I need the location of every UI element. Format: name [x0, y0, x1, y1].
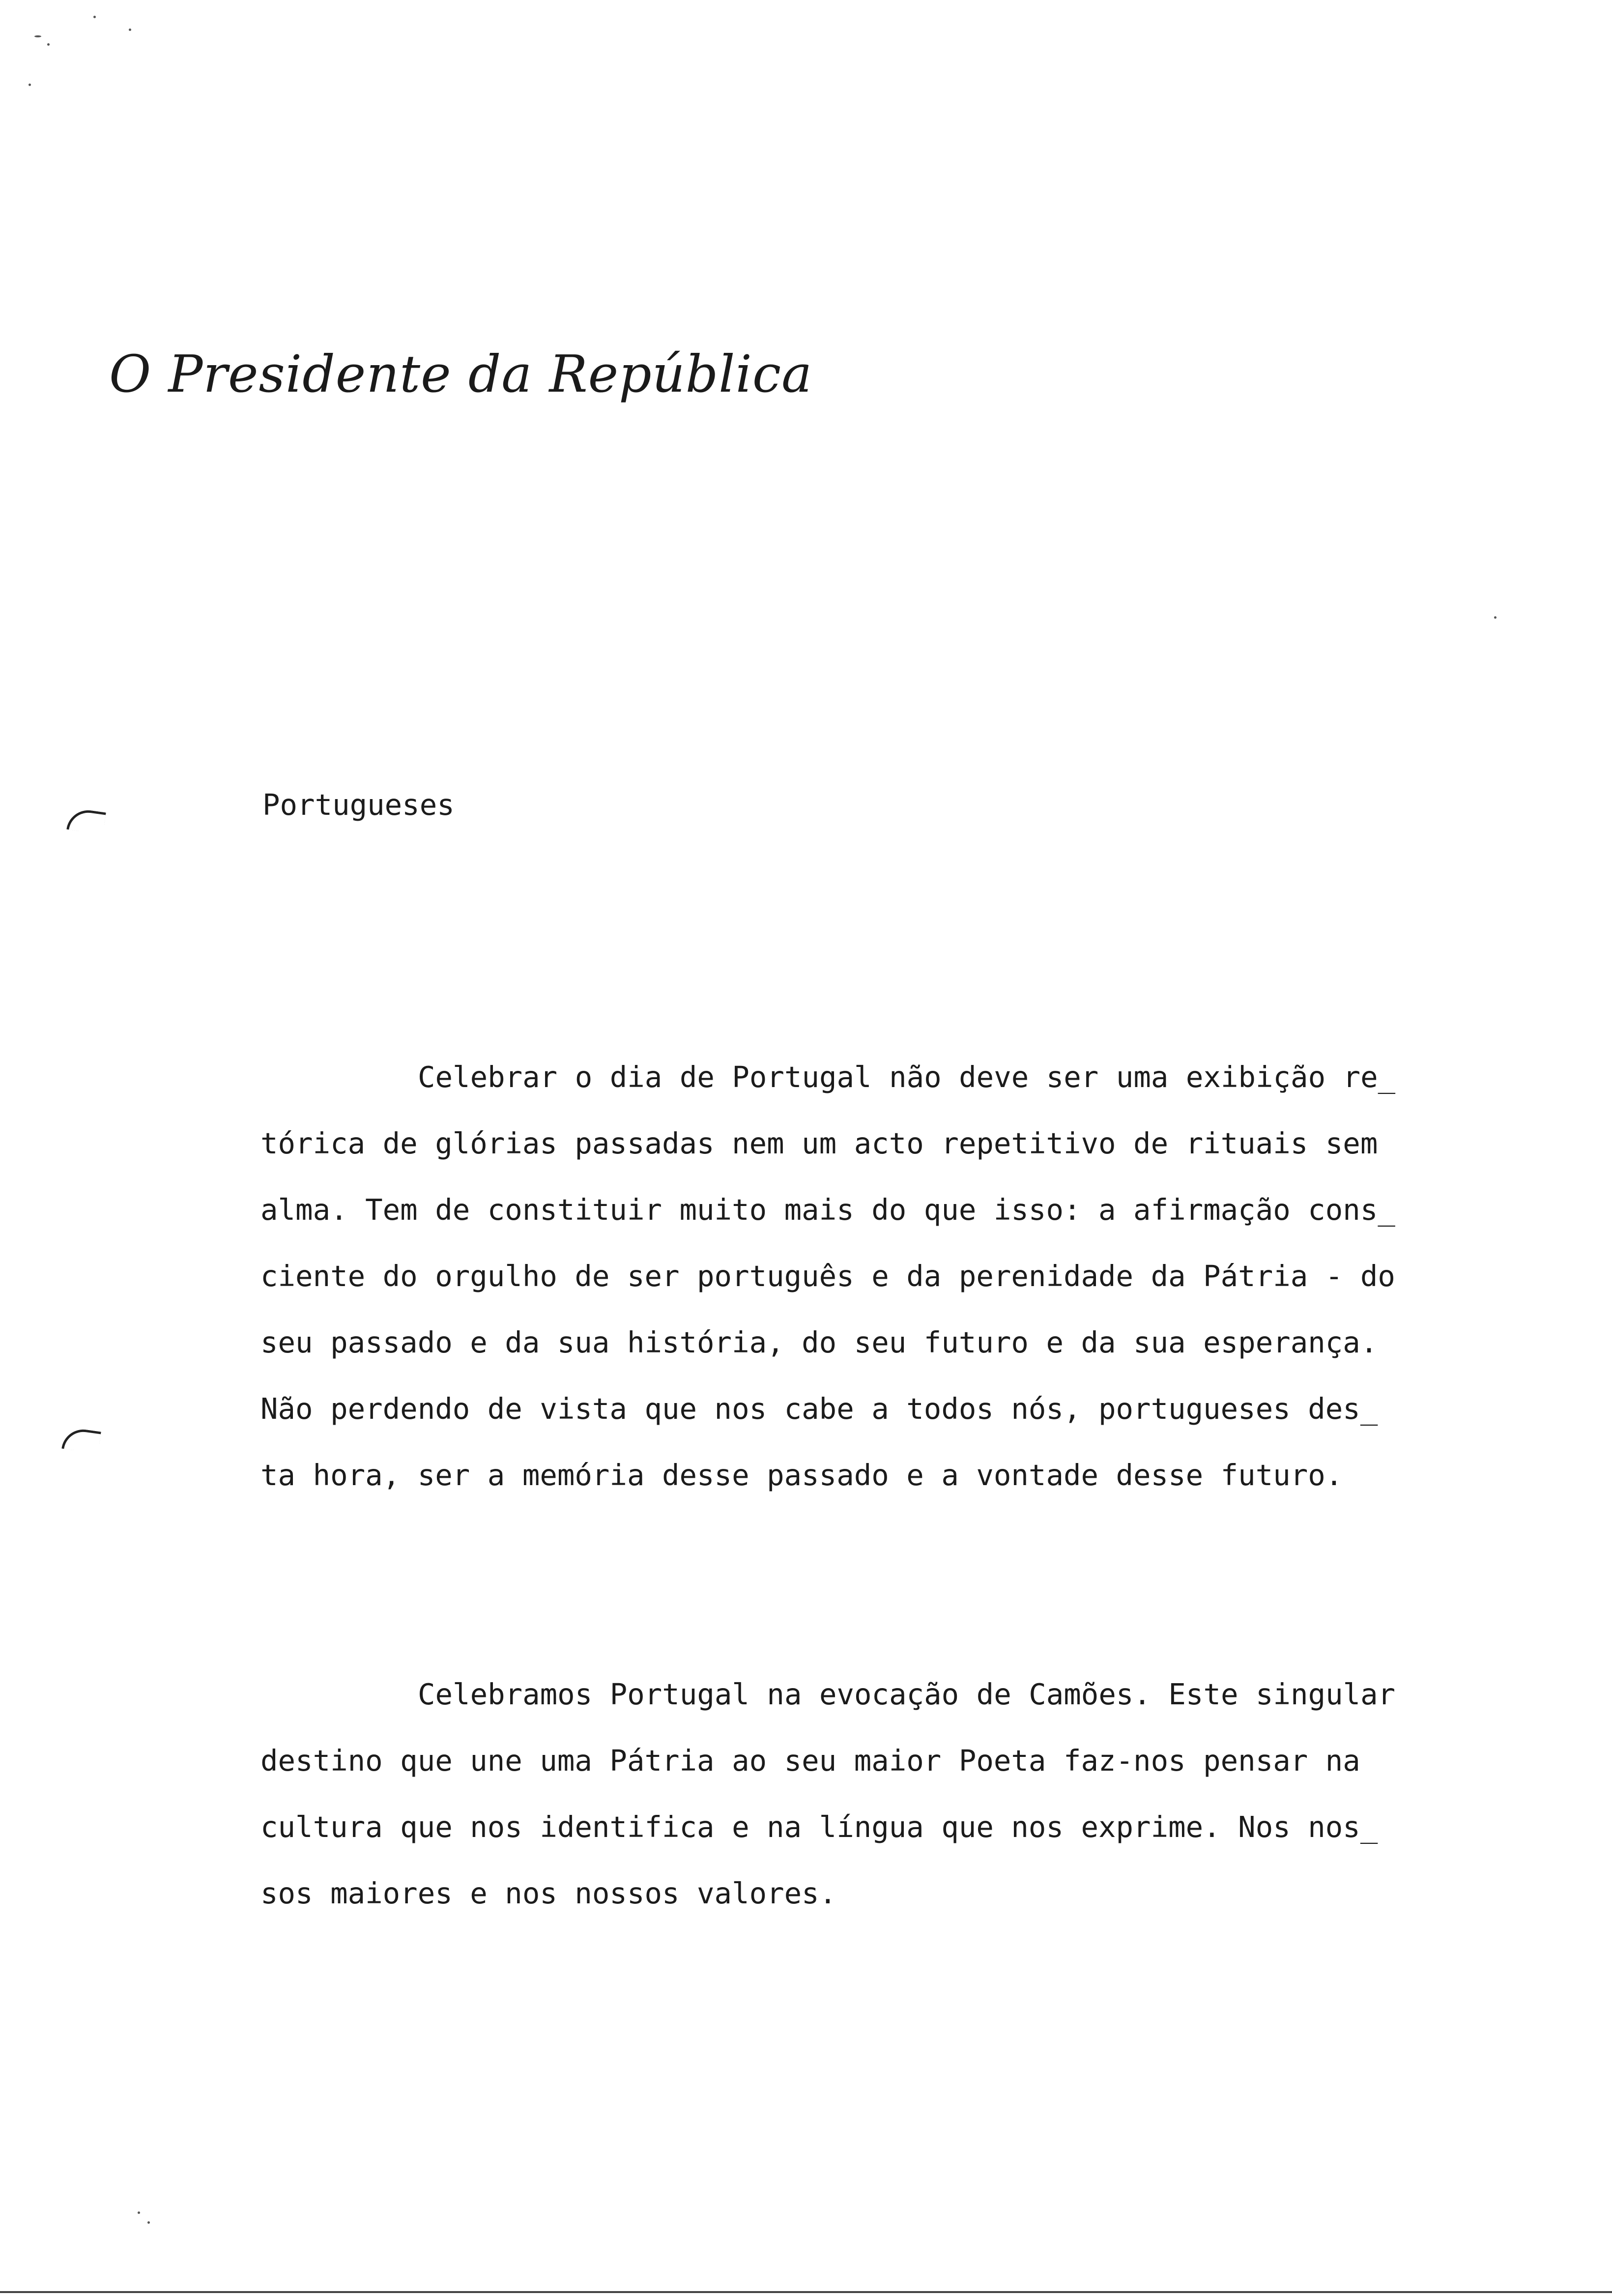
paragraph-line: ta hora, ser a memória desse passado e a vontade desse futuro.	[260, 1458, 1343, 1492]
paragraph	[260, 1661, 1538, 1926]
scan-speck	[93, 16, 96, 18]
letterhead-title: O Presidente da República	[109, 344, 813, 404]
scan-speck	[34, 35, 41, 37]
margin-bracket-mark	[66, 807, 106, 834]
paragraph-line: Celebrar o dia de Portugal não deve ser uma exibição re_	[418, 1060, 1396, 1094]
scan-speck	[47, 43, 50, 46]
scan-speck	[147, 2221, 150, 2224]
paragraph-line: Celebramos Portugal na evocação de Camões. Este singular	[418, 1677, 1396, 1711]
paragraph-line: seu passado e da sua história, do seu futuro e da sua esperança.	[260, 1325, 1378, 1359]
margin-bracket-mark	[61, 1427, 101, 1454]
paragraph-line: cultura que nos identifica e na língua que nos exprime. Nos nos_	[260, 1810, 1378, 1844]
scan-speck	[1494, 616, 1497, 619]
paragraph	[260, 1044, 1538, 1508]
paragraph-line: alma. Tem de constituir muito mais do que isso: a afirmação cons_	[260, 1193, 1395, 1227]
salutation: Portugueses	[262, 788, 455, 822]
scan-speck	[129, 29, 131, 31]
paragraph-line: ciente do orgulho de ser português e da perenidade da Pátria - do	[260, 1259, 1395, 1293]
scan-speck	[138, 2211, 140, 2214]
page-bottom-edge	[0, 2291, 1612, 2293]
paragraph-line: sos maiores e nos nossos valores.	[260, 1876, 837, 1910]
paragraph-line: destino que une uma Pátria ao seu maior Poeta faz-nos pensar na	[260, 1744, 1360, 1778]
paragraph-line: tórica de glórias passadas nem um acto repetitivo de rituais sem	[260, 1126, 1378, 1160]
scan-speck	[29, 84, 31, 86]
paragraph-line: Não perdendo de vista que nos cabe a todos nós, portugueses des_	[260, 1392, 1378, 1426]
